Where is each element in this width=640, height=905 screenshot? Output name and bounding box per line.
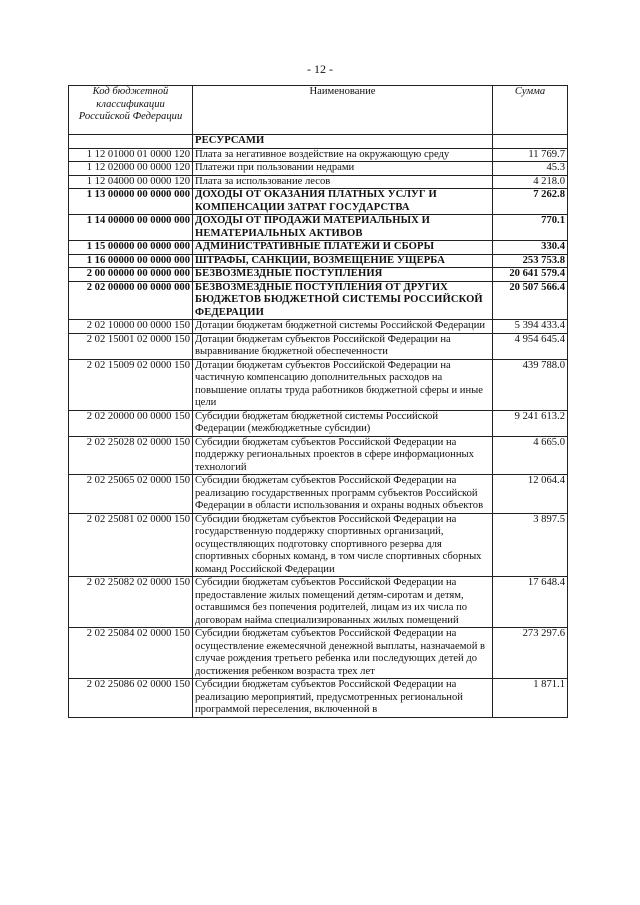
row-name: Плата за негативное воздействие на окружающую среду [193,148,493,162]
table-row [69,189,568,215]
table-row [69,679,568,718]
row-code: 1 12 04000 00 0000 120 [69,175,193,189]
row-code: 1 15 00000 00 0000 000 [69,241,193,255]
row-sum: 5 394 433.4 [493,320,568,334]
row-code: 2 02 25082 02 0000 150 [69,577,193,628]
row-code: 2 02 25081 02 0000 150 [69,513,193,577]
row-name: Субсидии бюджетам субъектов Российской Федерации на поддержку региональных проектов в сфере информационных технологий [193,436,493,475]
table-row [69,513,568,577]
row-sum: 439 788.0 [493,359,568,410]
row-code: 2 02 20000 00 0000 150 [69,410,193,436]
row-code: 1 12 01000 01 0000 120 [69,148,193,162]
row-name: Дотации бюджетам субъектов Российской Федерации на выравнивание бюджетной обеспеченности [193,333,493,359]
row-code: 2 02 15009 02 0000 150 [69,359,193,410]
row-code [69,135,193,149]
row-name: Дотации бюджетам субъектов Российской Федерации на частичную компенсацию дополнительных расходов на повышение оплаты труда работников бюджетной сферы и иные цели [193,359,493,410]
row-sum: 4 218.0 [493,175,568,189]
row-name: Субсидии бюджетам бюджетной системы Российской Федерации (межбюджетные субсидии) [193,410,493,436]
row-code: 1 13 00000 00 0000 000 [69,189,193,215]
table-row [69,241,568,255]
row-sum: 330.4 [493,241,568,255]
table-row [69,135,568,149]
row-sum: 7 262.8 [493,189,568,215]
row-sum: 11 769.7 [493,148,568,162]
table-row [69,320,568,334]
row-name: РЕСУРСАМИ [193,135,493,149]
table-row [69,410,568,436]
table-row [69,577,568,628]
row-code: 2 02 25065 02 0000 150 [69,475,193,514]
row-sum [493,135,568,149]
row-name: АДМИНИСТРАТИВНЫЕ ПЛАТЕЖИ И СБОРЫ [193,241,493,255]
row-sum: 770.1 [493,215,568,241]
row-sum: 253 753.8 [493,254,568,268]
row-code: 2 02 25086 02 0000 150 [69,679,193,718]
row-name: Субсидии бюджетам субъектов Российской Федерации на реализацию мероприятий, предусмотренных региональной программой переселения, включенной в [193,679,493,718]
budget-revenue-table [68,85,568,718]
row-name: ШТРАФЫ, САНКЦИИ, ВОЗМЕЩЕНИЕ УЩЕРБА [193,254,493,268]
row-code: 2 00 00000 00 0000 000 [69,268,193,282]
table-row [69,162,568,176]
row-code: 2 02 10000 00 0000 150 [69,320,193,334]
table-row [69,215,568,241]
row-code: 1 14 00000 00 0000 000 [69,215,193,241]
row-name: Субсидии бюджетам субъектов Российской Федерации на государственную поддержку спортивных организаций, осуществляющих подготовку спортивного резерва для спортивных сборных команд, в том числе спортивных сборных команд Российской Федерации [193,513,493,577]
row-sum: 45.3 [493,162,568,176]
row-sum: 12 064.4 [493,475,568,514]
row-sum: 3 897.5 [493,513,568,577]
row-name: ДОХОДЫ ОТ ПРОДАЖИ МАТЕРИАЛЬНЫХ И НЕМАТЕРИАЛЬНЫХ АКТИВОВ [193,215,493,241]
header-name: Наименование [193,86,493,135]
row-name: БЕЗВОЗМЕЗДНЫЕ ПОСТУПЛЕНИЯ ОТ ДРУГИХ БЮДЖЕТОВ БЮДЖЕТНОЙ СИСТЕМЫ РОССИЙСКОЙ ФЕДЕРАЦИИ [193,281,493,320]
row-name: Субсидии бюджетам субъектов Российской Федерации на предоставление жилых помещений детям-сиротам и детям, оставшимся без попечения родителей, лицам из их числа по договорам найма специализированных жилых помещений [193,577,493,628]
row-name: БЕЗВОЗМЕЗДНЫЕ ПОСТУПЛЕНИЯ [193,268,493,282]
row-code: 1 12 02000 00 0000 120 [69,162,193,176]
row-sum: 9 241 613.2 [493,410,568,436]
header-sum: Сумма [493,86,568,135]
row-sum: 4 954 645.4 [493,333,568,359]
table-row [69,268,568,282]
row-name: ДОХОДЫ ОТ ОКАЗАНИЯ ПЛАТНЫХ УСЛУГ И КОМПЕНСАЦИИ ЗАТРАТ ГОСУДАРСТВА [193,189,493,215]
row-code: 1 16 00000 00 0000 000 [69,254,193,268]
row-code: 2 02 15001 02 0000 150 [69,333,193,359]
row-name: Плата за использование лесов [193,175,493,189]
row-code: 2 02 25028 02 0000 150 [69,436,193,475]
table-row [69,628,568,679]
row-code: 2 02 25084 02 0000 150 [69,628,193,679]
row-name: Дотации бюджетам бюджетной системы Российской Федерации [193,320,493,334]
table-row [69,175,568,189]
header-code: Код бюджетной классификации Российской Федерации [69,86,193,135]
page-number: - 12 - [307,62,333,76]
row-code: 2 02 00000 00 0000 000 [69,281,193,320]
row-sum: 20 641 579.4 [493,268,568,282]
row-name: Субсидии бюджетам субъектов Российской Федерации на осуществление ежемесячной денежной выплаты, назначаемой в случае рождения третьего ребенка или последующих детей до достижения ребенком возраста трех лет [193,628,493,679]
table-row [69,148,568,162]
row-sum: 1 871.1 [493,679,568,718]
table-row [69,254,568,268]
row-sum: 20 507 566.4 [493,281,568,320]
table-row [69,333,568,359]
table-row [69,436,568,475]
row-sum: 4 665.0 [493,436,568,475]
row-sum: 17 648.4 [493,577,568,628]
row-name: Платежи при пользовании недрами [193,162,493,176]
table-row [69,359,568,410]
table-row [69,475,568,514]
row-name: Субсидии бюджетам субъектов Российской Федерации на реализацию государственных программ субъектов Российской Федерации в области использования и охраны водных объектов [193,475,493,514]
row-sum: 273 297.6 [493,628,568,679]
table-row [69,281,568,320]
